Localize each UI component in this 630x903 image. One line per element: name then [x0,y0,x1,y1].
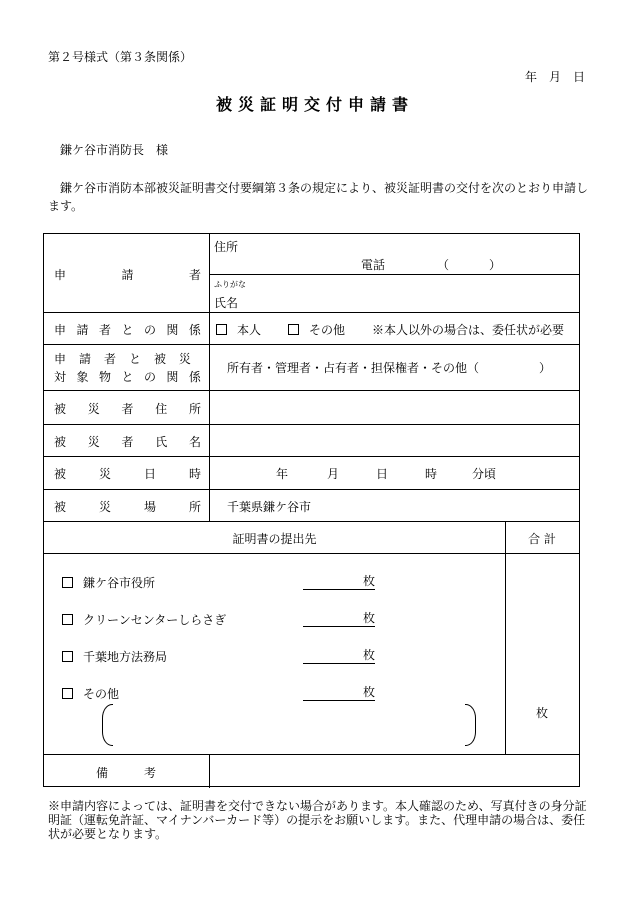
count-field-other[interactable]: 枚 [303,683,375,701]
datetime-month: 月 [327,467,340,481]
object-relation-label-line2: 対 象 物 と の 関 係 [54,370,201,384]
victim-name-label: 被 災 者 氏 名 [54,435,201,449]
datetime-hour: 時 [425,467,438,481]
form-number: 第２号様式（第３条関係） [48,50,193,64]
submission-header: 証明書の提出先 [232,532,317,546]
relation-label: 申 請 者 と の 関 係 [54,323,201,337]
furigana-label: ふりがな [214,280,246,289]
count-field-city-hall[interactable]: 枚 [303,572,375,590]
address-label: 住所 [214,240,239,254]
document-title: 被災証明交付申請書 [215,95,414,114]
applicant-label: 申 請 者 [54,268,201,282]
datetime-day: 日 [376,467,389,481]
checkbox-icon [62,614,73,625]
checkbox-icon [216,324,227,335]
datetime-year: 年 [276,467,289,481]
checkbox-icon [288,324,299,335]
total-header: 合 計 [528,532,556,546]
submission-item-other[interactable]: その他 [62,685,119,702]
intro-paragraph: 鎌ケ谷市消防本部被災証明書交付要綱第３条の規定により、被災証明書の交付を次のとおり申請します。 [48,181,589,213]
submission-item-clean-center[interactable]: クリーンセンターしらさぎ [62,611,226,628]
date-line: 年 月 日 [524,70,585,84]
relation-other-checkbox[interactable]: その他 [288,321,345,338]
relation-note: ※本人以外の場合は、委任状が必要 [372,323,565,337]
checkbox-icon [62,577,73,588]
addressee: 鎌ケ谷市消防長 様 [60,143,169,157]
object-relation-label-line1: 申 請 者 と 被 災 [54,352,191,366]
place-value: 千葉県鎌ケ谷市 [227,500,312,514]
application-form-table [43,233,580,787]
datetime-minute: 分頃 [472,467,497,481]
count-field-clean-center[interactable]: 枚 [303,609,375,627]
victim-address-label: 被 災 者 住 所 [54,402,201,416]
phone-paren-open: （ [437,258,450,272]
submission-item-legal-bureau[interactable]: 千葉地方法務局 [62,648,167,665]
other-detail-bracket-left [102,704,113,746]
checkbox-icon [62,688,73,699]
remarks-label: 備 考 [96,766,156,780]
phone-paren-close: ） [489,258,502,272]
place-label: 被 災 場 所 [54,500,201,514]
footer-note: ※申請内容によっては、証明書を交付できない場合があります。本人確認のため、写真付きの身分証明証（運転免許証、マイナンバーカード等）の提示をお願いします。また、代理申請の場合は、委任状が必要となります。 [48,799,587,841]
other-detail-bracket-right [465,704,476,746]
submission-item-city-hall[interactable]: 鎌ケ谷市役所 [62,574,155,591]
count-field-legal-bureau[interactable]: 枚 [303,646,375,664]
name-label: 氏名 [214,296,239,310]
total-unit: 枚 [535,706,548,720]
phone-label: 電話 [361,258,386,272]
object-relation-options: 所有者・管理者・占有者・担保権者・その他（ ） [227,361,552,375]
relation-self-checkbox[interactable]: 本人 [216,321,261,338]
checkbox-icon [62,651,73,662]
datetime-label: 被 災 日 時 [54,467,201,481]
